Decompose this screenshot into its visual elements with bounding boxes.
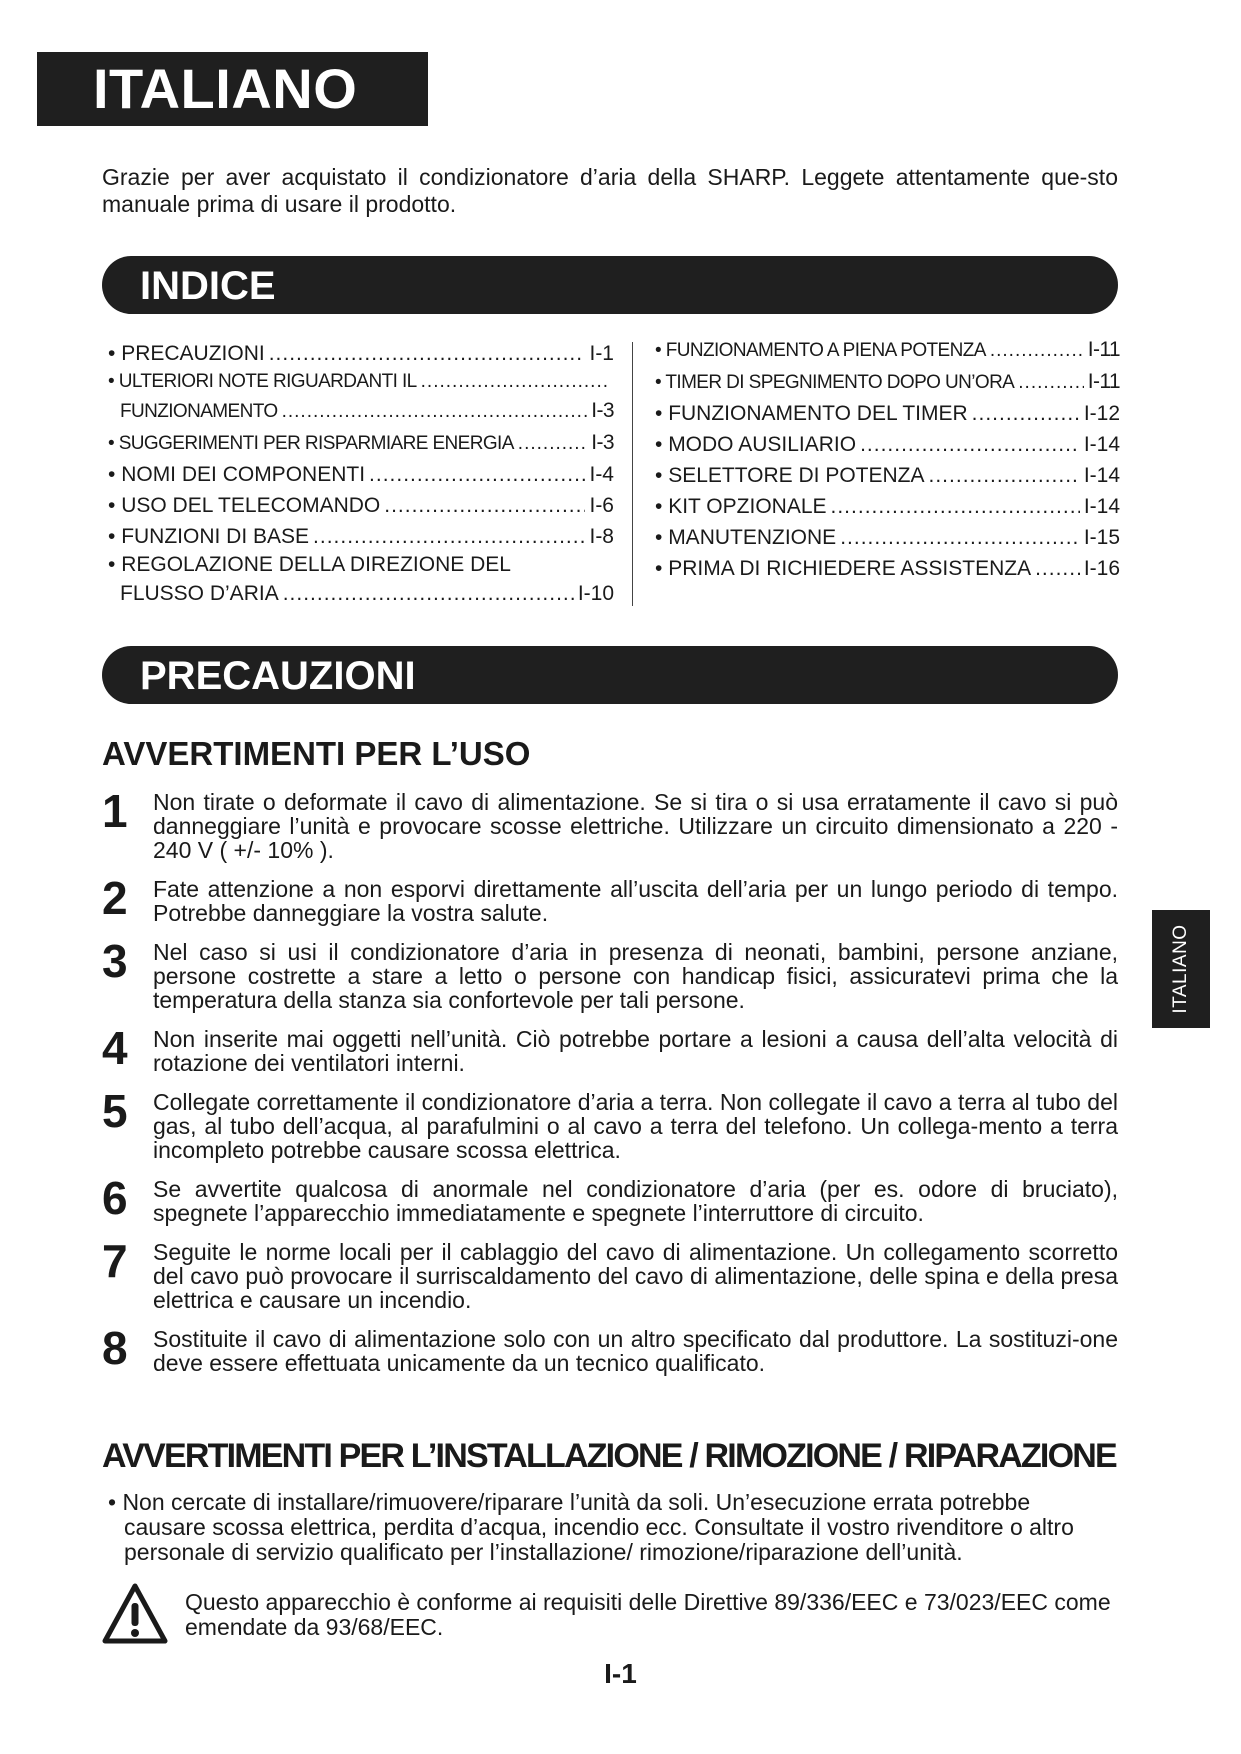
toc-leader	[282, 396, 588, 427]
warning-text: Se avvertite qualcosa di anormale nel condizionatore d’aria (per es. odore di bruciato), spegnete l’apparecchio immediatamente e spegnete l’interruttore di circuito.	[153, 1176, 1118, 1226]
toc-page-ref: I-15	[1083, 526, 1120, 549]
warning-number: 4	[102, 1022, 128, 1074]
toc-leader	[269, 338, 586, 369]
warning-text: Non inserite mai oggetti nell’unità. Ciò potrebbe portare a lesioni a causa dell’alta velocità di rotazione dei ventilatori interni.	[153, 1026, 1118, 1076]
toc-heading: INDICE	[102, 256, 1118, 314]
warning-number: 3	[102, 935, 128, 987]
toc-page-ref: I-11	[1087, 338, 1120, 361]
page-number: I-1	[604, 1658, 637, 1689]
toc-page-ref: I-3	[591, 431, 614, 454]
intro-paragraph: Grazie per aver acquistato il condizionatore d’aria della SHARP. Leggete attentamente que-sto manuale prima di usare il prodotto.	[102, 164, 1118, 217]
toc-page-ref: I-14	[1083, 433, 1120, 456]
toc-page-ref: I-14	[1083, 464, 1120, 487]
toc-item[interactable]: • FUNZIONAMENTO A PIENA POTENZA ..... I-11	[655, 334, 1120, 366]
toc-item[interactable]: • PRECAUZIONI ..... I-1	[108, 338, 614, 369]
usage-warnings-heading: AVVERTIMENTI PER L’USO	[102, 735, 531, 772]
toc-item[interactable]: • USO DEL TELECOMANDO ..... I-6	[108, 490, 614, 521]
warning-item	[102, 1085, 1118, 1163]
warning-number: 6	[102, 1172, 128, 1224]
toc-page-ref: I-3	[591, 399, 614, 422]
installation-warning-bullet: • Non cercate di installare/rimuovere/riparare l’unità da soli. Un’esecuzione errata potrebbe causare scossa elettrica, perdita d’acqua, incendio ecc. Consultate il vostro rivenditore o altro personale di servizio qualificato per l’installazione/ rimozione/riparazione dell’unità.	[108, 1489, 1074, 1565]
warning-text: Collegate correttamente il condizionatore d’aria a terra. Non collegate il cavo a terra al tubo del gas, al tubo dell’acqua, al parafulmini o al cavo a terra del telefono. Un collega-mento a terra incompleto potrebbe causare scossa elettrica.	[153, 1089, 1118, 1163]
toc-leader	[1035, 553, 1080, 584]
toc-item[interactable]: • ULTERIORI NOTE RIGUARDANTI IL ..... FUNZIONAMENTO ..... I-3	[108, 369, 614, 427]
toc-leader	[972, 398, 1080, 429]
toc-page-ref: I-12	[1083, 402, 1120, 425]
toc-item[interactable]: • REGOLAZIONE DELLA DIREZIONE DEL FLUSSO D’ARIA ..... I-10	[108, 552, 614, 609]
conformity-note: Questo apparecchio è conforme ai requisiti delle Direttive 89/336/EEC e 73/023/EEC come emendate da 93/68/EEC.	[185, 1589, 1111, 1640]
toc-item[interactable]: • FUNZIONAMENTO DEL TIMER ..... I-12	[655, 398, 1120, 429]
toc-item[interactable]: • KIT OPZIONALE ..... I-14	[655, 491, 1120, 522]
toc-page-ref: I-10	[577, 582, 614, 605]
warning-text: Non tirate o deformate il cavo di alimentazione. Se si tira o si usa erratamente il cavo si può danneggiare l’unità e provocare scosse elettriche. Utilizzare un circuito dimensionato a 220 - 240 V ( +/- 10% ).	[153, 789, 1118, 863]
toc-left-column	[108, 338, 614, 609]
warning-item	[102, 1172, 1118, 1226]
warning-text: Fate attenzione a non esporvi direttamente all’uscita dell’aria per un lungo periodo di tempo. Potrebbe danneggiare la vostra salute.	[153, 876, 1118, 926]
warning-item	[102, 872, 1118, 926]
warning-text: Seguite le norme locali per il cablaggio del cavo di alimentazione. Un collegamento scorretto del cavo può provocare il surriscaldamento del cavo di alimentazione, delle spina e della presa elettrica e causare un incendio.	[153, 1239, 1118, 1313]
warning-item	[102, 1022, 1118, 1076]
toc-leader	[384, 490, 585, 521]
toc-page-ref: I-1	[589, 342, 614, 365]
toc-leader	[421, 369, 610, 395]
warning-number: 2	[102, 872, 128, 924]
toc-leader	[831, 491, 1080, 522]
toc-leader	[929, 460, 1080, 491]
toc-leader	[860, 429, 1080, 460]
language-title: ITALIANO	[37, 52, 428, 126]
warning-number: 5	[102, 1085, 128, 1137]
installation-warnings-heading: AVVERTIMENTI PER L’INSTALLAZIONE / RIMOZIONE / RIPARAZIONE	[102, 1437, 1116, 1475]
warning-item	[102, 785, 1118, 863]
toc-leader	[1018, 367, 1084, 398]
toc-page-ref: I-4	[589, 463, 614, 486]
side-tab-label: ITALIANO	[1170, 924, 1191, 1014]
toc-leader	[313, 521, 585, 552]
toc-item[interactable]: • TIMER DI SPEGNIMENTO DOPO UN’ORA ..... I-11	[655, 366, 1120, 398]
toc-page-ref: I-16	[1083, 557, 1120, 580]
warning-number: 7	[102, 1235, 128, 1287]
toc-item[interactable]: • FUNZIONI DI BASE ..... I-8	[108, 521, 614, 552]
toc-page-ref: I-14	[1083, 495, 1120, 518]
warning-text: Sostituite il cavo di alimentazione solo con un altro specificato dal produttore. La sostituzi-one deve essere effettuata unicamente da un tecnico qualificato.	[153, 1326, 1118, 1376]
toc-page-ref: I-11	[1087, 370, 1120, 393]
warning-text: Nel caso si usi il condizionatore d’aria in presenza di neonati, bambini, persone anziane, persone costrette a stare a letto o persone con handicap fisici, assicuratevi prima che la temperatura della stanza sia confortevole per tali persone.	[153, 939, 1118, 1013]
language-side-tab	[1152, 910, 1210, 1028]
toc-leader	[283, 578, 574, 609]
toc-page-ref: I-8	[589, 525, 614, 548]
toc-leader	[369, 459, 585, 490]
toc-right-column	[655, 334, 1120, 584]
toc-leader	[840, 522, 1080, 553]
toc-item[interactable]: • SUGGERIMENTI PER RISPARMIARE ENERGIA ..... I-3	[108, 427, 614, 459]
toc-leader	[990, 335, 1084, 366]
precautions-heading: PRECAUZIONI	[102, 646, 1118, 704]
toc-item[interactable]: • SELETTORE DI POTENZA ..... I-14	[655, 460, 1120, 491]
toc-page-ref: I-6	[589, 494, 614, 517]
toc-divider	[632, 342, 633, 606]
warning-item	[102, 1322, 1118, 1376]
warning-item	[102, 935, 1118, 1013]
toc-item[interactable]: • MODO AUSILIARIO ..... I-14	[655, 429, 1120, 460]
warning-item	[102, 1235, 1118, 1313]
toc-item[interactable]: • NOMI DEI COMPONENTI ..... I-4	[108, 459, 614, 490]
warning-number: 8	[102, 1322, 128, 1374]
usage-warnings-list	[102, 785, 1118, 1390]
toc-item[interactable]: • PRIMA DI RICHIEDERE ASSISTENZA ..... I-16	[655, 553, 1120, 584]
toc-item[interactable]: • MANUTENZIONE ..... I-15	[655, 522, 1120, 553]
toc-leader	[518, 428, 587, 459]
warning-triangle-icon	[102, 1583, 168, 1645]
warning-number: 1	[102, 785, 128, 837]
